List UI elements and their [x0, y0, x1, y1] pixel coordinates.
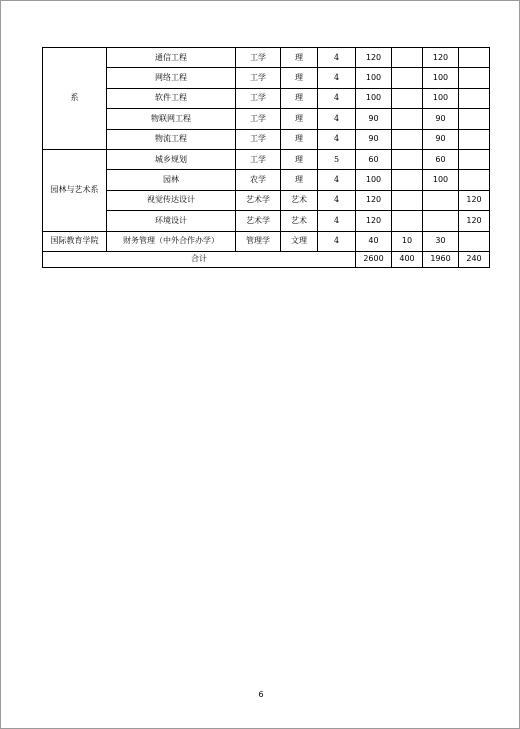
- table-row: [43, 109, 490, 129]
- years-cell: 4: [318, 231, 356, 251]
- quota-cell-3: [459, 170, 490, 190]
- total-cell: 100: [356, 68, 392, 88]
- quota-cell-2: 60: [423, 149, 459, 169]
- enrollment-table: [42, 47, 490, 268]
- totals-label: 合计: [43, 251, 356, 267]
- major-cell: 物联网工程: [107, 109, 236, 129]
- major-cell: 财务管理（中外合作办学）: [107, 231, 236, 251]
- major-cell: 城乡规划: [107, 149, 236, 169]
- total-cell: 40: [356, 231, 392, 251]
- major-cell: 软件工程: [107, 88, 236, 108]
- major-cell: 物流工程: [107, 129, 236, 149]
- table-row: [43, 129, 490, 149]
- subject-cell: 理: [281, 149, 318, 169]
- quota-cell-1: [392, 190, 423, 210]
- table-row: [43, 190, 490, 210]
- quota-cell-1: [392, 170, 423, 190]
- major-cell: 视觉传达设计: [107, 190, 236, 210]
- major-cell: 网络工程: [107, 68, 236, 88]
- table-row: [43, 231, 490, 251]
- table-row: [43, 170, 490, 190]
- subject-cell: 理: [281, 48, 318, 68]
- subject-cell: 文理: [281, 231, 318, 251]
- years-cell: 4: [318, 190, 356, 210]
- table-row: [43, 48, 490, 68]
- total-cell: 120: [356, 190, 392, 210]
- totals-row: [43, 251, 490, 267]
- quota-cell-3: [459, 88, 490, 108]
- quota-cell-1: [392, 211, 423, 231]
- quota-cell-3: [459, 149, 490, 169]
- quota-cell-1: [392, 48, 423, 68]
- major-cell: 环境设计: [107, 211, 236, 231]
- category-cell: 工学: [236, 68, 281, 88]
- years-cell: 5: [318, 149, 356, 169]
- years-cell: 4: [318, 48, 356, 68]
- quota-cell-1: [392, 149, 423, 169]
- quota-cell-1: [392, 129, 423, 149]
- total-cell: 90: [356, 109, 392, 129]
- quota-cell-2: 120: [423, 48, 459, 68]
- quota-cell-2: [423, 211, 459, 231]
- department-cell: 国际教育学院: [43, 231, 107, 251]
- category-cell: 工学: [236, 109, 281, 129]
- total-cell: 120: [356, 48, 392, 68]
- department-cell: 系: [43, 48, 107, 150]
- category-cell: 管理学: [236, 231, 281, 251]
- major-cell: 园林: [107, 170, 236, 190]
- quota-cell-2: 30: [423, 231, 459, 251]
- quota-cell-2: 100: [423, 68, 459, 88]
- category-cell: 艺术学: [236, 190, 281, 210]
- quota-cell-1: [392, 88, 423, 108]
- quota-cell-1: [392, 68, 423, 88]
- category-cell: 工学: [236, 88, 281, 108]
- table-row: [43, 211, 490, 231]
- total-cell: 100: [356, 88, 392, 108]
- category-cell: 艺术学: [236, 211, 281, 231]
- category-cell: 工学: [236, 149, 281, 169]
- totals-quota-1: 400: [392, 251, 423, 267]
- years-cell: 4: [318, 129, 356, 149]
- subject-cell: 理: [281, 88, 318, 108]
- subject-cell: 艺术: [281, 190, 318, 210]
- quota-cell-3: [459, 231, 490, 251]
- subject-cell: 理: [281, 129, 318, 149]
- category-cell: 农学: [236, 170, 281, 190]
- total-cell: 120: [356, 211, 392, 231]
- total-cell: 60: [356, 149, 392, 169]
- subject-cell: 理: [281, 170, 318, 190]
- totals-total: 2600: [356, 251, 392, 267]
- quota-cell-2: 100: [423, 88, 459, 108]
- quota-cell-3: [459, 129, 490, 149]
- department-cell: 园林与艺术系: [43, 149, 107, 231]
- category-cell: 工学: [236, 48, 281, 68]
- quota-cell-3: [459, 68, 490, 88]
- years-cell: 4: [318, 211, 356, 231]
- subject-cell: 理: [281, 109, 318, 129]
- total-cell: 90: [356, 129, 392, 149]
- table-row: [43, 149, 490, 169]
- quota-cell-2: 90: [423, 109, 459, 129]
- years-cell: 4: [318, 109, 356, 129]
- years-cell: 4: [318, 88, 356, 108]
- page-number: 6: [258, 690, 264, 699]
- table-row: [43, 68, 490, 88]
- table-row: [43, 88, 490, 108]
- years-cell: 4: [318, 68, 356, 88]
- totals-quota-2: 1960: [423, 251, 459, 267]
- quota-cell-2: 100: [423, 170, 459, 190]
- quota-cell-1: [392, 109, 423, 129]
- quota-cell-3: [459, 109, 490, 129]
- subject-cell: 艺术: [281, 211, 318, 231]
- subject-cell: 理: [281, 68, 318, 88]
- major-cell: 通信工程: [107, 48, 236, 68]
- quota-cell-3: 120: [459, 211, 490, 231]
- quota-cell-3: [459, 48, 490, 68]
- category-cell: 工学: [236, 129, 281, 149]
- total-cell: 100: [356, 170, 392, 190]
- quota-cell-3: 120: [459, 190, 490, 210]
- quota-cell-2: [423, 190, 459, 210]
- quota-cell-1: 10: [392, 231, 423, 251]
- years-cell: 4: [318, 170, 356, 190]
- totals-quota-3: 240: [459, 251, 490, 267]
- quota-cell-2: 90: [423, 129, 459, 149]
